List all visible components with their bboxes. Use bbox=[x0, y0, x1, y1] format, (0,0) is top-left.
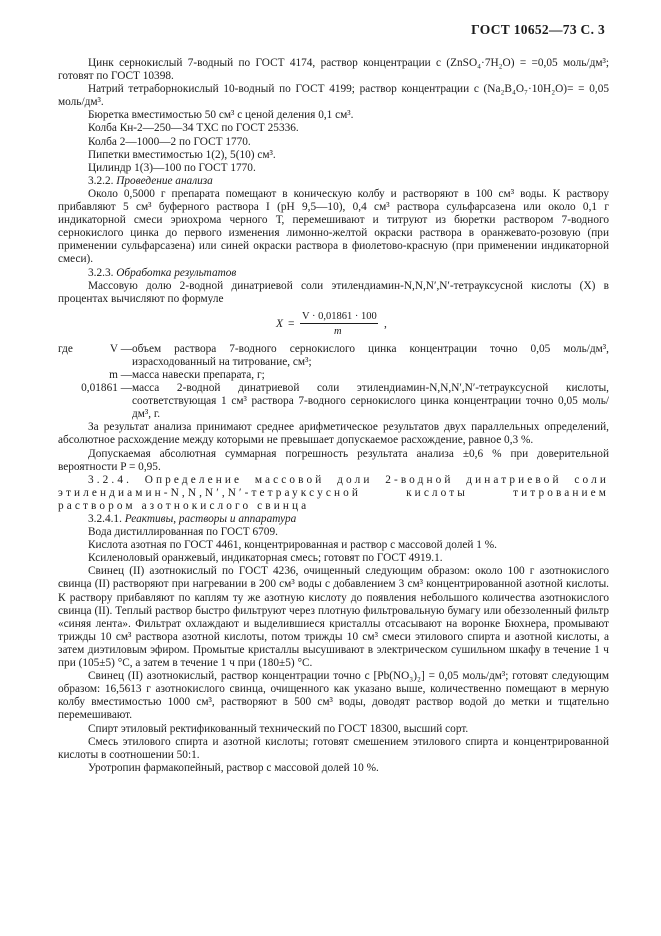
definition-text: масса навески препарата, г; bbox=[132, 368, 265, 381]
definition-symbol: m — bbox=[109, 368, 132, 381]
para-ethanol: Спирт этиловый ректификованный технический по ГОСТ 18300, высший сорт. bbox=[88, 722, 469, 735]
definition-row bbox=[58, 369, 609, 382]
section-number: 3.2.3. bbox=[88, 266, 114, 279]
para-result: За результат анализа принимают среднее арифметическое результатов двух параллельных определений, абсолютное расхождение между которыми не превышает допускаемое расхождение, равное 0,3 %. bbox=[58, 421, 609, 447]
section-number: 3.2.2. bbox=[88, 174, 114, 187]
definition-row bbox=[58, 382, 609, 421]
para-distilled-water: Вода дистиллированная по ГОСТ 6709. bbox=[88, 526, 278, 539]
page-header: ГОСТ 10652—73 С. 3 bbox=[471, 22, 605, 37]
para-analysis-procedure: Около 0,5000 г препарата помещают в коническую колбу и растворяют в 100 см³ воды. К раствору прибавляют 5 см³ буферного раствора I (pH 9,5—10), 0,4 см³ раствора сульфарсазена или около 0,1 г индикаторной смеси эриохрома черного Т, перемешивают и титруют из бюретки раствором 7-водного сернокислого цинка до первого изменения лимонно-желтой окраски раствора в оранжевато-розовую (при применении сульфарсазена) или синей окраски раствора в фиолетово-красную (при применении индикаторной смеси). bbox=[58, 187, 609, 266]
document-body bbox=[58, 57, 609, 775]
definition-symbol: 0,01861 — bbox=[81, 382, 132, 395]
section-number: 3.2.4.1. bbox=[88, 513, 122, 525]
formula-denominator: m bbox=[334, 325, 342, 337]
para-sodium-tetraborate: Натрий тетраборнокислый 10-водный по ГОСТ 4199; раствор концентрации c (Na₂B₄O₇·10H₂O)= = 0,05 моль/дм³. bbox=[58, 83, 609, 109]
section-heading-324: 3.2.4. Определение массовой доли 2-водной динатриевой соли этилендиамин-N,N,N′,N′-тетрауксусной кислоты титрованием раствором азотнокислого свинца bbox=[58, 473, 609, 512]
para-lead-nitrate-solution: Свинец (II) азотнокислый, раствор концентрации точно c [Pb(NO₃)₂] = 0,05 моль/дм³; готовят следующим образом: 16,5613 г азотнокислого свинца, очищенного как указано выше, количественно помещают в мерную колбу вместимостью 1000 см³, растворяют в 500 см³ воды, доводят раствор водой до метки и тщательно перемешивают. bbox=[58, 670, 609, 722]
para-burette: Бюретка вместимостью 50 см³ с ценой деления 0,1 см³. bbox=[88, 109, 354, 122]
section-title: Реактивы, растворы и аппаратура bbox=[124, 513, 297, 525]
definition-text: масса 2-водной динатриевой соли этилендиамин-N,N,N′,N′-тетрауксусной кислоты, соответствующая 1 см³ раствора 7-водного сернокислого цинка концентрации точно 0,05 моль/дм³, г. bbox=[132, 382, 609, 421]
para-lead-nitrate-purification: Свинец (II) азотнокислый по ГОСТ 4236, очищенный следующим образом: около 100 г азотнокислого свинца (II) растворяют при нагревании в 200 см³ воды с добавлением 3 см³ концентрированной азотной кислоты. К раствору прибавляют по каплям ту же азотную кислоту до появления небольшого количества азотнокислого свинца (II). Теплый раствор быстро фильтруют через плотную фильтровальную бумагу или обеззоленный фильтр «синяя лента». Фильтрат охлаждают и выделившиеся кристаллы отсасывают на воронке Бюхнера, промывают трижды 10 см³ раствора азотной кислоты, потом трижды 10 см³ смеси этилового спирта и азотной кислоты, а затем диэтиловым эфиром. Промытые кристаллы высушивают в электрическом сушильном шкафу в течение 1 ч при (105±5) °C, а затем в течение 1 ч при (180±5) °C. bbox=[58, 565, 609, 670]
definition-row bbox=[58, 343, 609, 369]
para-cylinder: Цилиндр 1(3)—100 по ГОСТ 1770. bbox=[88, 161, 256, 174]
para-error: Допускаемая абсолютная суммарная погрешность результата анализа ±0,6 % при доверительной вероятности P = 0,95. bbox=[58, 447, 609, 473]
formula-definitions bbox=[58, 343, 609, 422]
definition-symbol: V — bbox=[109, 342, 132, 355]
where-label: где bbox=[58, 342, 73, 355]
para-urotropin: Уротропин фармакопейный, раствор с массовой долей 10 %. bbox=[88, 761, 379, 774]
para-flask-kn: Колба Кн-2—250—34 ТХС по ГОСТ 25336. bbox=[88, 122, 299, 135]
formula-fraction-bar bbox=[300, 323, 378, 324]
para-xylenol-orange: Ксиленоловый оранжевый, индикаторная смесь; готовят по ГОСТ 4919.1. bbox=[88, 552, 443, 565]
definition-text: объем раствора 7-водного сернокислого цинка концентрации точно 0,05 моль/дм³, израсходованный на титрование, см³; bbox=[132, 342, 609, 368]
para-nitric-acid: Кислота азотная по ГОСТ 4461, концентрированная и раствор с массовой долей 1 %. bbox=[88, 539, 497, 552]
para-flask-volumetric: Колба 2—1000—2 по ГОСТ 1770. bbox=[88, 135, 251, 148]
formula-numerator: V · 0,01861 · 100 bbox=[302, 310, 377, 322]
para-formula-intro: Массовую долю 2-водной динатриевой соли этилендиамин-N,N,N′,N′-тетрауксусной кислоты (X) в процентах вычисляют по формуле bbox=[58, 279, 609, 305]
section-heading-322 bbox=[58, 175, 609, 188]
para-pipettes: Пипетки вместимостью 1(2), 5(10) см³. bbox=[88, 148, 276, 161]
para-ethanol-nitric-mix: Смесь этилового спирта и азотной кислоты; готовят смешением этилового спирта и концентрированной кислоты в соотношении 50:1. bbox=[58, 735, 609, 761]
formula-equals: = bbox=[288, 317, 295, 330]
section-heading-323 bbox=[58, 267, 609, 280]
para-zinc-sulfate: Цинк сернокислый 7-водный по ГОСТ 4174, раствор концентрации c (ZnSO₄·7H₂O) = =0,05 моль/дм³; готовят по ГОСТ 10398. bbox=[58, 57, 609, 83]
section-title: Проведение анализа bbox=[116, 174, 213, 187]
section-title: Обработка результатов bbox=[116, 266, 237, 279]
formula-lhs: X bbox=[276, 317, 284, 330]
formula-tail: , bbox=[384, 317, 387, 330]
formula bbox=[58, 310, 609, 338]
section-heading-3241 bbox=[58, 513, 609, 526]
